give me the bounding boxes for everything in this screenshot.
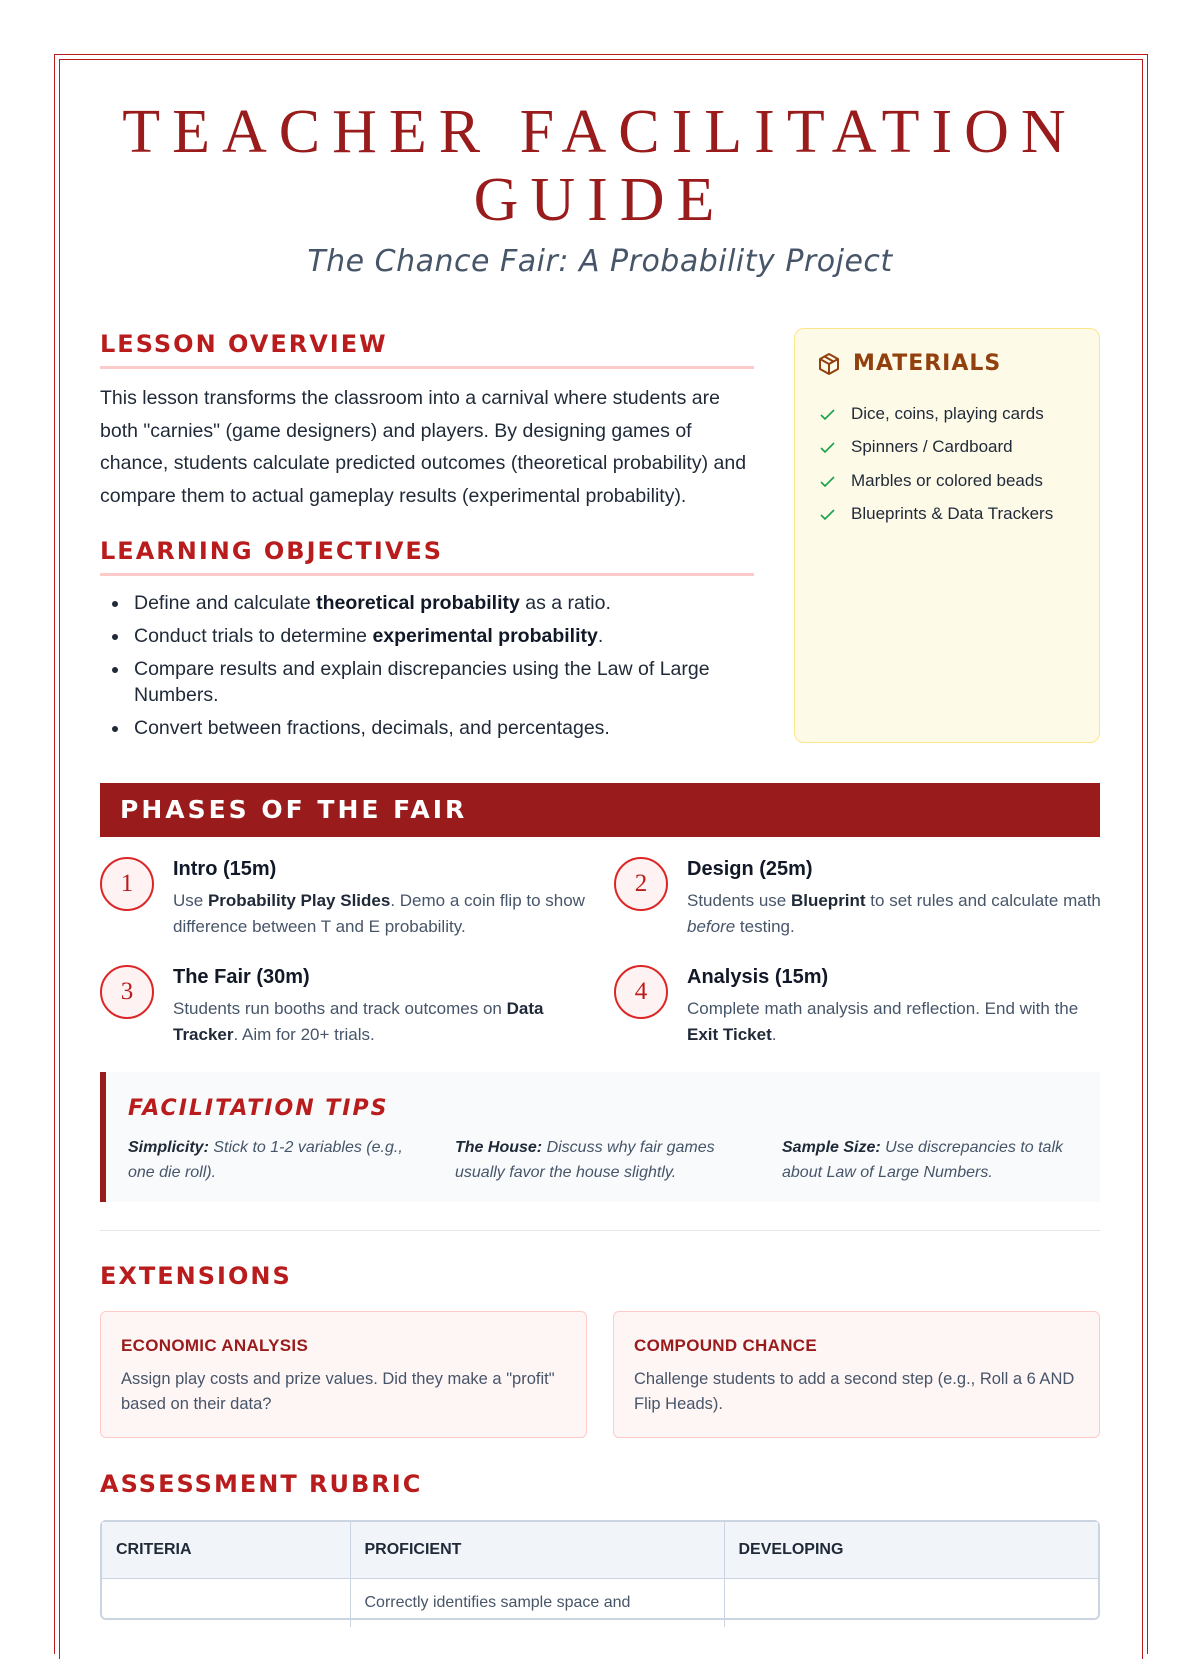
heading-divider — [100, 366, 754, 369]
rubric-table — [100, 1520, 1100, 1620]
facilitation-tips-panel — [100, 1072, 1100, 1202]
objective-item: Define and calculate theoretical probability as a ratio. — [100, 590, 760, 616]
materials-item: Dice, coins, playing cards — [817, 397, 1053, 431]
materials-item: Marbles or colored beads — [817, 464, 1053, 498]
check-icon — [817, 471, 839, 491]
tip-item: The House: Discuss why fair games usually favor the house slightly. — [455, 1139, 715, 1181]
extension-description: Challenge students to add a second step (e.g., Roll a 6 AND Flip Heads). — [634, 1370, 1075, 1413]
phase-number-badge: 3 — [100, 965, 154, 1019]
heading-divider — [100, 573, 754, 576]
facilitation-tips-heading: FACILITATION TIPS — [128, 1096, 389, 1121]
rubric-column-header: DEVELOPING — [724, 1522, 1098, 1578]
phases-heading: PHASES OF THE FAIR — [120, 795, 468, 824]
table-row — [102, 1578, 1098, 1627]
phase-title: The Fair (30m) — [173, 966, 310, 988]
extensions-heading: EXTENSIONS — [100, 1262, 292, 1290]
assessment-rubric-heading: ASSESSMENT RUBRIC — [100, 1470, 423, 1498]
materials-heading — [817, 351, 1001, 376]
materials-heading-label: MATERIALS — [853, 351, 1002, 376]
materials-list — [817, 397, 1053, 531]
phase-title: Analysis (15m) — [687, 966, 829, 988]
page-title: TEACHER FACILITATION GUIDE — [122, 98, 1078, 234]
phases-banner — [100, 783, 1100, 837]
phase-number-badge: 2 — [614, 857, 668, 911]
materials-item: Blueprints & Data Trackers — [817, 498, 1053, 532]
extension-title: ECONOMIC ANALYSIS — [121, 1336, 309, 1355]
tip-item: Simplicity: Stick to 1-2 variables (e.g., one die roll). — [128, 1139, 403, 1181]
section-divider — [100, 1230, 1100, 1231]
rubric-cell — [102, 1578, 350, 1627]
extension-title: COMPOUND CHANCE — [634, 1336, 817, 1355]
check-icon — [817, 437, 839, 457]
phase-title: Design (25m) — [687, 858, 813, 880]
tip-item: Sample Size: Use discrepancies to talk about Law of Large Numbers. — [782, 1139, 1064, 1181]
phase-description: Students use Blueprint to set rules and calculate math before testing. — [687, 891, 1101, 936]
phase-description: Students run booths and track outcomes on Data Tracker. Aim for 20+ trials. — [173, 999, 544, 1044]
rubric-column-header: PROFICIENT — [350, 1522, 724, 1578]
page-subtitle: The Chance Fair: A Probability Project — [307, 244, 893, 279]
rubric-column-header: CRITERIA — [102, 1522, 350, 1578]
phase-title: Intro (15m) — [173, 858, 277, 880]
rubric-cell — [724, 1578, 1098, 1627]
extension-card — [613, 1311, 1100, 1438]
rubric-cell: Correctly identifies sample space and — [350, 1578, 724, 1627]
phase-description: Complete math analysis and reflection. End with the Exit Ticket. — [687, 999, 1079, 1044]
extension-description: Assign play costs and prize values. Did they make a "profit" based on their data? — [121, 1370, 555, 1413]
rubric-header-row — [102, 1522, 1098, 1578]
materials-panel — [794, 328, 1100, 743]
lesson-overview-heading: LESSON OVERVIEW — [100, 330, 388, 358]
objective-item: Convert between fractions, decimals, and percentages. — [100, 715, 760, 741]
materials-item: Spinners / Cardboard — [817, 431, 1053, 465]
phase-number-badge: 4 — [614, 965, 668, 1019]
objective-item: Conduct trials to determine experimental probability. — [100, 623, 760, 649]
check-icon — [817, 504, 839, 524]
phase-description: Use Probability Play Slides. Demo a coin flip to show difference between T and E probability. — [173, 891, 585, 936]
learning-objectives-heading: LEARNING OBJECTIVES — [100, 537, 444, 565]
lesson-overview-text: This lesson transforms the classroom into a carnival where students are both "carnies" (game designers) and players. By designing games of chance, students calculate predicted outcomes (theoretical probability) and compare them to actual gameplay results (experimental probability). — [100, 387, 747, 507]
objective-item: Compare results and explain discrepancies using the Law of Large Numbers. — [100, 656, 760, 708]
check-icon — [817, 404, 839, 424]
extension-card — [100, 1311, 587, 1438]
objectives-list — [100, 590, 760, 748]
phase-number-badge: 1 — [100, 857, 154, 911]
box-icon — [817, 352, 841, 376]
